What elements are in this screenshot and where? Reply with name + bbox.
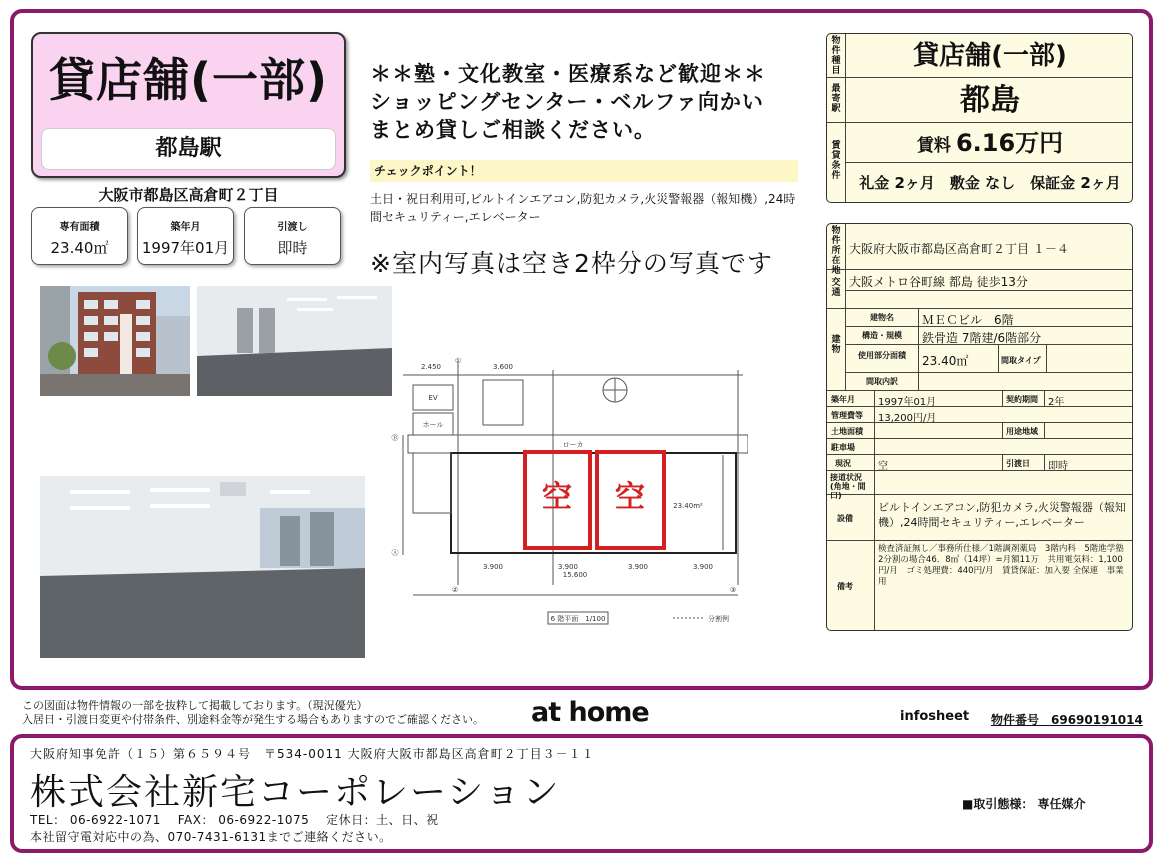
interior-photo-2 <box>40 476 365 658</box>
plan-dimension: 3.600 <box>492 363 514 371</box>
plan-dimension: 2.450 <box>420 363 442 371</box>
building-label: 建物 <box>831 335 841 355</box>
parking-label: 駐車場 <box>827 439 875 455</box>
spec-handover-value: 即時 <box>277 239 308 257</box>
road-label-sub: (角地・間口) <box>830 482 866 500</box>
property-number: 物件番号 69690191014 <box>991 713 1143 727</box>
catch-copy <box>370 60 766 144</box>
status-value: 空 <box>875 455 1003 471</box>
license-address: 大阪府知事免許（１５）第６５９４号 〒534-0011 大阪府大阪市都島区高倉町２丁目３－１１ <box>30 747 595 761</box>
detail-table <box>826 223 1133 631</box>
contact-info <box>30 812 439 846</box>
address-short: 大阪市都島区高倉町２丁目 <box>98 186 279 204</box>
layout-label: 間取内訳 <box>846 373 919 391</box>
building-name: ＭＥＣビル 6階 <box>919 309 1133 327</box>
spec-area-value: 23.40㎡ <box>50 239 109 257</box>
type-label: 物件種目 <box>831 36 841 76</box>
plan-dimension: 3.900 <box>557 563 579 571</box>
infosheet-label: infosheet <box>900 709 970 724</box>
room-label: ローカ <box>562 441 584 449</box>
footnote-line: この図面は物件情報の一部を抜粋して掲載しております。（現況優先） <box>22 699 368 712</box>
spec-built-value: 1997年01月 <box>141 239 230 257</box>
catch-line: まとめ貸しご相談ください。 <box>370 118 656 142</box>
spec-area-label: 専有面積 <box>59 222 100 233</box>
rent-prefix: 賃料 <box>916 136 951 156</box>
plan-area: 23.40m² <box>673 502 703 510</box>
built-value: 1997年01月 <box>875 391 1003 407</box>
remarks-label: 備考 <box>827 541 875 631</box>
area-label: 使用部分面積 <box>846 345 919 373</box>
status-label: 現況 <box>827 455 875 471</box>
spec-handover-label: 引渡し <box>277 222 308 233</box>
axis-label: ② <box>451 586 459 594</box>
tel-note: 本社留守電対応中の為、070-7431-6131までご連絡ください。 <box>30 830 392 844</box>
floor-plan <box>383 355 748 630</box>
building-exterior-photo <box>40 286 190 396</box>
summary-table <box>826 33 1133 203</box>
built-label: 築年月 <box>827 391 875 407</box>
transaction-type: ■取引態様： 専任媒介 <box>962 797 1086 811</box>
title-box <box>31 32 346 178</box>
layout-type-label: 間取タイプ <box>999 345 1047 373</box>
company-name: 株式会社新宅コーポレーション <box>30 772 561 813</box>
summary-station: 都島 <box>846 78 1133 123</box>
equipment-label: 設備 <box>827 495 875 541</box>
spec-built <box>137 207 234 265</box>
footnote-line: 入居日・引渡日変更や付帯条件、別途料金等が発生する場合もありますのでご確認ください。 <box>22 713 484 726</box>
tel-fax: TEL： 06-6922-1071 FAX： 06-6922-1075 定休日：土、日、祝 <box>30 813 439 827</box>
vacant-label: 空 <box>542 480 572 515</box>
plan-dimension: 3.900 <box>692 563 714 571</box>
handover-value: 即時 <box>1045 455 1133 471</box>
axis-label: Ⓐ <box>391 549 399 557</box>
station-label: 最寄駅 <box>831 84 841 114</box>
checkpoint-text: 土日・祝日利用可,ビルトインエアコン,防犯カメラ,火災警報器（報知機）,24時間セキュリティー,エレベーター <box>370 192 796 224</box>
structure-value: 鉄骨造 7階建/6階部分 <box>919 327 1133 345</box>
conditions-label: 賃貸条件 <box>831 141 841 181</box>
contract-value: 2年 <box>1045 391 1133 407</box>
spec-built-label: 築年月 <box>170 222 201 233</box>
checkpoint-label: チェックポイント！ <box>370 160 798 182</box>
deposits: 礼金 2ヶ月 敷金 なし 保証金 2ヶ月 <box>859 174 1121 192</box>
catch-line: ＊＊塾・文化教室・医療系など歓迎＊＊ <box>370 62 766 86</box>
location-value: 大阪府大阪市都島区高倉町２丁目 １－４ <box>846 224 1133 270</box>
property-title: 貸店舗(一部) <box>48 53 329 107</box>
axis-label: ① <box>454 357 462 365</box>
area-value: 23.40㎡ <box>919 345 999 373</box>
axis-label: Ⓑ <box>391 434 399 442</box>
building-name-label: 建物名 <box>846 309 919 327</box>
interior-photo-1 <box>197 286 392 396</box>
equipment-value: ビルトインエアコン,防犯カメラ,火災警報器（報知機）,24時間セキュリティー,エレベーター <box>875 495 1133 541</box>
footnote <box>22 699 484 727</box>
contract-label: 契約期間 <box>1003 391 1045 407</box>
plan-legend: 分割例 <box>708 615 729 623</box>
traffic-value: 大阪メトロ谷町線 都島 徒歩13分 <box>846 270 1133 291</box>
rent-value: 6.16万円 <box>955 129 1064 157</box>
plan-dimension: 3.900 <box>482 563 504 571</box>
station-name: 都島駅 <box>41 128 336 170</box>
summary-type: 貸店舗(一部) <box>846 34 1133 78</box>
room-label: ホール <box>422 421 444 429</box>
spec-handover <box>244 207 341 265</box>
vacant-label: 空 <box>615 480 645 515</box>
plan-dimension: 3.900 <box>627 563 649 571</box>
axis-label: ③ <box>729 586 737 594</box>
room-label: EV <box>428 394 438 402</box>
road-label-main: 接道状況 <box>830 473 862 482</box>
traffic-label: 交通 <box>831 278 841 298</box>
mgmt-value: 13,200円/月 <box>875 407 1133 423</box>
photo-note: ※室内写真は空き2枠分の写真です <box>370 249 773 278</box>
road-label <box>827 471 875 500</box>
catch-line: ショッピングセンター・ベルファ向かい <box>370 90 764 114</box>
location-label: 物件所在地 <box>831 226 841 276</box>
mgmt-label: 管理費等 <box>827 407 875 423</box>
rent-row <box>846 123 1133 163</box>
plan-caption: 6 階平面 1/100 <box>550 615 606 623</box>
handover-label: 引渡日 <box>1003 455 1045 471</box>
land-label: 土地面積 <box>827 423 875 439</box>
structure-label: 構造・規模 <box>846 327 919 345</box>
spec-area <box>31 207 128 265</box>
zoning-label: 用途地域 <box>1003 423 1045 439</box>
remarks-value: 検査済証無し／事務所仕様／1階調剤薬局 3階内科 5階進学塾 2分割の場合46．8㎡（14坪）=月額11万 共用電気料：1,100円/月 ゴミ処理費：440円/月 賃貸保証：加入要 全保連 事業用 <box>878 544 1133 587</box>
athome-logo: at home <box>531 697 649 728</box>
plan-total: 15.600 <box>562 571 588 579</box>
